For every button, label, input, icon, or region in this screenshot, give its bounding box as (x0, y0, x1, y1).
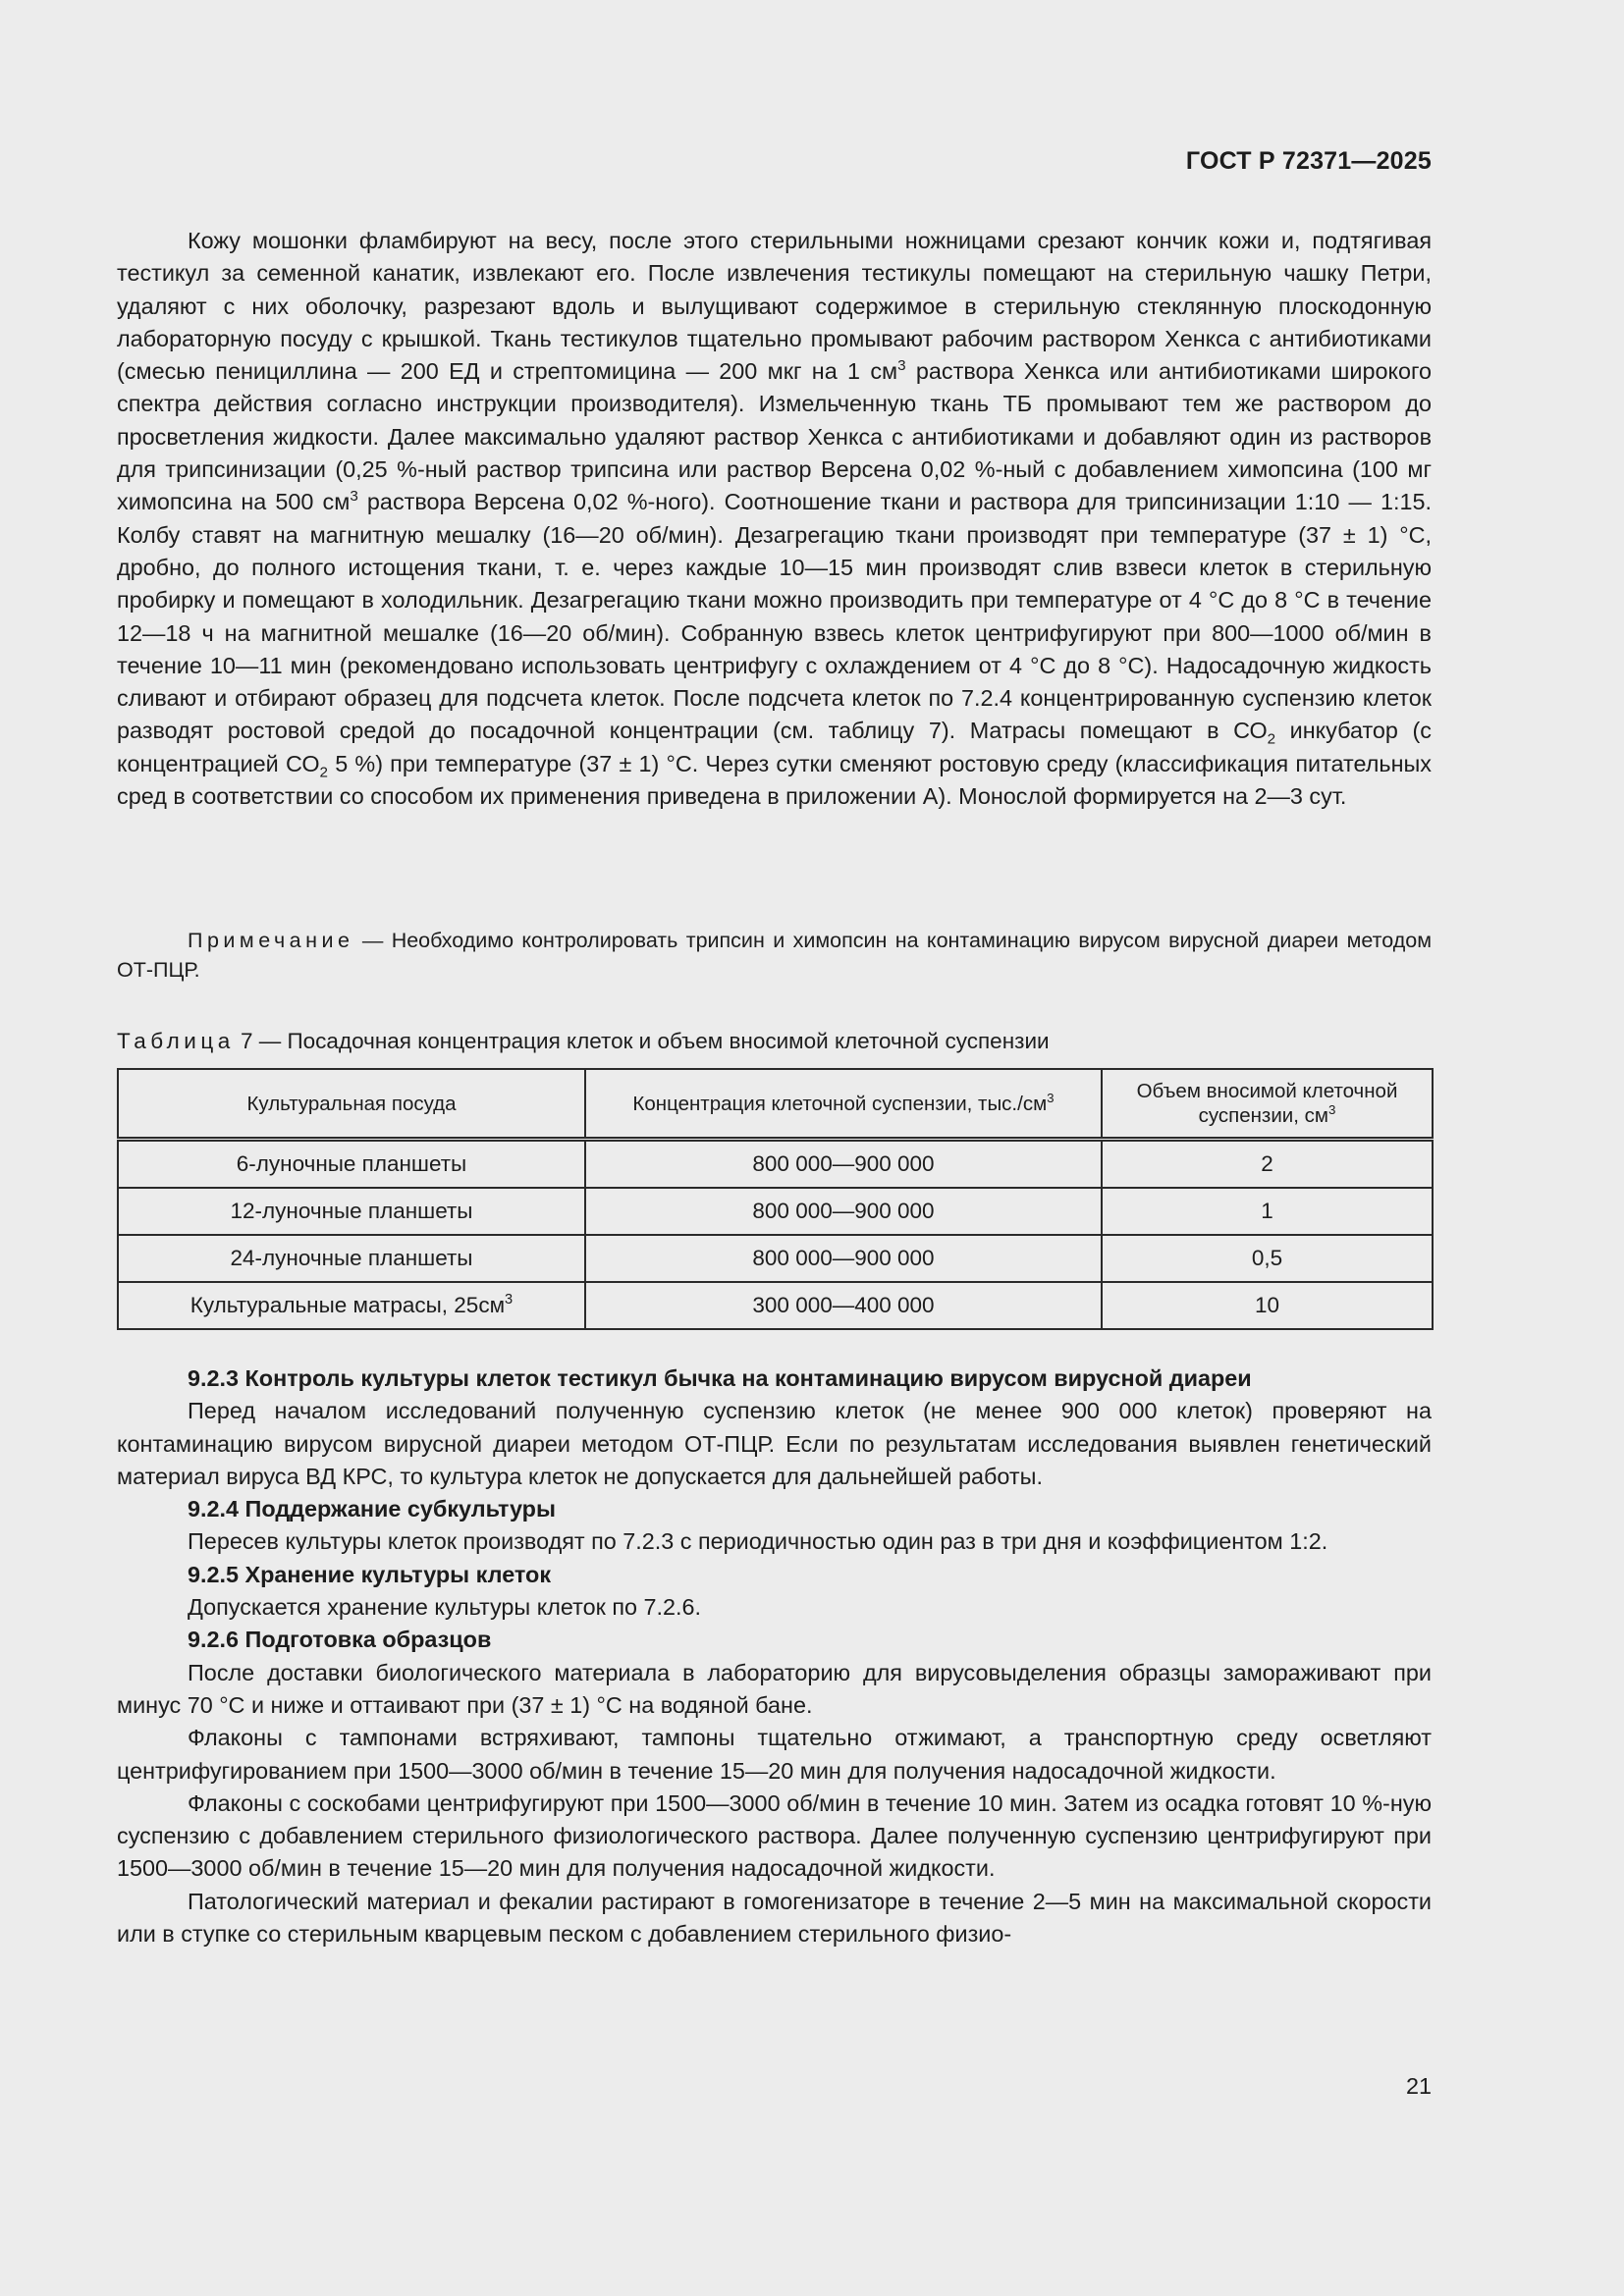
table-cell: 800 000—900 000 (585, 1140, 1102, 1189)
table-header-cell: Объем вносимой клеточной суспензии, $см^3$ (1102, 1069, 1433, 1140)
table-caption-label: Таблица (117, 1029, 235, 1053)
table-cell: 300 000—400 000 (585, 1282, 1102, 1329)
note-text: — Необходимо контролировать трипсин и химопсин на контаминацию вирусом вирусной диареи методом ОТ-ПЦР. (117, 929, 1432, 982)
table-caption (117, 1027, 1050, 1056)
section-paragraph: Перед началом исследований полученную суспензию клеток (не менее 900 000 клеток) проверяют на контаминацию вирусом вирусной диареи методом ОТ-ПЦР. Если по результатам исследования выявлен генетический материал вируса ВД КРС, то культура клеток не допускается для дальнейшей работы. (117, 1398, 1432, 1489)
table-row (118, 1188, 1433, 1235)
sections-9-2 (117, 1362, 1432, 1950)
table-cell: Культуральные матрасы, $25см^3$ (118, 1282, 585, 1329)
table-cell: 12-луночные планшеты (118, 1188, 585, 1235)
section-paragraph: После доставки биологического материала в лабораторию для вирусовыделения образцы замораживают при минус 70 °С и ниже и оттаивают при (37 ± 1) °С на водяной бане. (117, 1659, 1432, 1718)
section-heading: 9.2.3 Контроль культуры клеток тестикул бычка на контаминацию вирусом вирусной диареи (188, 1365, 1252, 1391)
table-header-row (118, 1069, 1433, 1140)
table-row (118, 1235, 1433, 1282)
table-cell: 800 000—900 000 (585, 1188, 1102, 1235)
table-cell: 6-луночные планшеты (118, 1140, 585, 1189)
table-row (118, 1282, 1433, 1329)
table-cell: 2 (1102, 1140, 1433, 1189)
table-row (118, 1140, 1433, 1189)
table-header-cell: Культуральная посуда (118, 1069, 585, 1140)
intro-section (117, 225, 1432, 813)
section-paragraph: Флаконы с тампонами встряхивают, тампоны тщательно отжимают, а транспортную среду осветляют центрифугированием при 1500—3000 об/мин в течение 15—20 мин для получения надосадочной жидкости. (117, 1725, 1432, 1784)
section-paragraph: Патологический материал и фекалии растирают в гомогенизаторе в течение 2—5 мин на максимальной скорости или в ступке со стерильным кварцевым песком с добавлением стерильного физио- (117, 1888, 1432, 1948)
intro-paragraph: Кожу мошонки фламбируют на весу, после этого стерильными ножницами срезают кончик кожи и, подтягивая тестикул за семенной канатик, извлекают его. После извлечения тестикулы помещают на стерильную чашку Петри, удаляют с них оболочку, разрезают вдоль и вылущивают содержимое в стерильную стеклянную плоскодонную лабораторную посуду с крышкой. Ткань тестикулов тщательно промывают рабочим раствором Хенкса с антибиотиками (смесью пенициллина — 200 ЕД и стрептомицина — 200 мкг на 1 $см^3$ раствора Хенкса или антибиотиками широкого спектра действия согласно инструкции производителя). Измельченную ткань ТБ промывают тем же раствором до просветления жидкости. Далее максимально удаляют раствор Хенкса с антибиотиками и добавляют один из растворов для трипсинизации (0,25 %-ный раствор трипсина или раствор Версена 0,02 %-ный с добавлением химопсина (100 мг химопсина на 500 $см^3$ раствора Версена 0,02 %-ного). Соотношение ткани и раствора для трипсинизации 1:10 — 1:15. Колбу ставят на магнитную мешалку (16—20 об/мин). Дезагрегацию ткани производят при температуре (37 ± 1) °С, дробно, до полного истощения ткани, т. е. через каждые 10—15 мин производят слив взвеси клеток в стерильную пробирку и помещают в холодильник. Дезагрегацию ткани можно производить при температуре от 4 °С до 8 °С в течение 12—18 ч на магнитной мешалке (16—20 об/мин). Собранную взвесь клеток центрифугируют при 800—1000 об/мин в течение 10—11 мин (рекомендовано использовать центрифугу с охлаждением от 4 °С до 8 °С). Надосадочную жидкость сливают и отбирают образец для подсчета клеток. После подсчета клеток по 7.2.4 концентрированную суспензию клеток разводят ростовой средой до посадочной концентрации (см. таблицу 7). Матрасы помещают в $СО_2$ инкубатор (с концентрацией $СО_2$ 5 %) при температуре (37 ± 1) °С. Через сутки сменяют ростовую среду (классификация питательных сред в соответствии со способом их применения приведена в приложении А). Монослой формируется на 2—3 сут. (117, 228, 1432, 810)
table-cell: 1 (1102, 1188, 1433, 1235)
note-label: Примечание (188, 929, 354, 952)
section-heading: 9.2.5 Хранение культуры клеток (188, 1561, 552, 1587)
table-header-cell: Концентрация клеточной суспензии, $тыс./см^3$ (585, 1069, 1102, 1140)
table-cell: 0,5 (1102, 1235, 1433, 1282)
note (117, 926, 1432, 985)
table-cell: 24-луночные планшеты (118, 1235, 585, 1282)
cell-concentration-table (117, 1068, 1434, 1330)
section-paragraph: Флаконы с соскобами центрифугируют при 1500—3000 об/мин в течение 10 мин. Затем из осадка готовят 10 %-ную суспензию с добавлением стерильного физиологического раствора. Далее полученную суспензию центрифугируют при 1500—3000 об/мин в течение 15—20 мин для получения надосадочной жидкости. (117, 1789, 1432, 1882)
section-heading: 9.2.4 Поддержание субкультуры (188, 1496, 556, 1522)
document-page (117, 0, 1432, 2296)
table-cell: 800 000—900 000 (585, 1235, 1102, 1282)
section-paragraph: Допускается хранение культуры клеток по 7.2.6. (188, 1594, 702, 1621)
document-id: ГОСТ Р 72371—2025 (1185, 147, 1432, 175)
page-number: 21 (1405, 2073, 1432, 2099)
section-paragraph: Пересев культуры клеток производят по 7.2.3 с периодичностью один раз в три дня и коэффициентом 1:2. (188, 1528, 1328, 1555)
table-caption-text: 7 — Посадочная концентрация клеток и объем вносимой клеточной суспензии (234, 1029, 1050, 1053)
section-heading: 9.2.6 Подготовка образцов (188, 1627, 492, 1653)
table-body (118, 1140, 1433, 1330)
table-cell: 10 (1102, 1282, 1433, 1329)
